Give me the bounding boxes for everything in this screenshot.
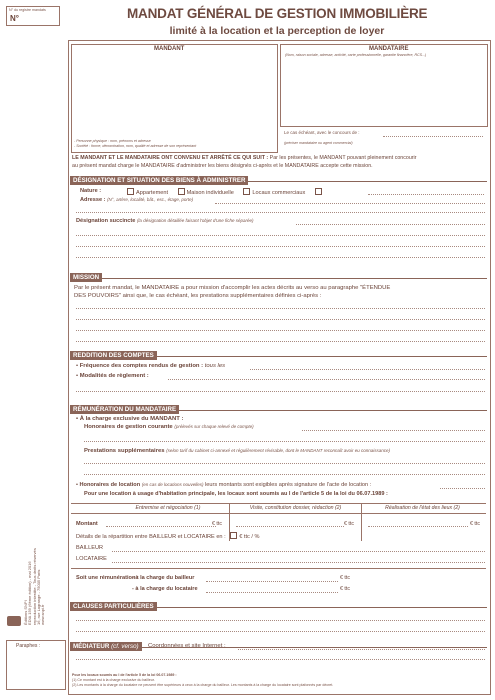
charge-bailleur-line[interactable]	[206, 581, 338, 582]
mission-heading: MISSION	[70, 273, 102, 282]
bailleur-label: BAILLEUR	[76, 545, 104, 551]
honoraires-gestion-line[interactable]	[302, 430, 485, 431]
col-etat-lieux: Réalisation de l'état des lieux (2)	[385, 505, 460, 511]
mediateur-line[interactable]	[238, 649, 485, 650]
charge-bailleur-unit: € ttc	[340, 575, 351, 581]
col-visite: Visite, constitution dossier, rédaction (2)	[249, 505, 342, 511]
mediateur-heading	[70, 642, 142, 651]
mediateur-label: MÉDIATEUR	[73, 643, 110, 650]
side-line-1: Éditions SNPI	[23, 600, 28, 625]
honoraires-gestion-row	[84, 424, 254, 431]
frequence-label: Fréquence des comptes rendus de gestion :	[79, 363, 204, 369]
footnote-0: Pour les locaux soumis au I de l'article 5 de la loi 06.07.1989 :	[72, 673, 177, 677]
mission-line-1[interactable]	[76, 308, 485, 309]
fee-table-bottom	[71, 568, 486, 569]
repartition-row	[76, 532, 259, 541]
montant-3-line[interactable]	[368, 526, 468, 527]
agreement-line-1	[72, 155, 417, 162]
fee-table-mid	[71, 513, 486, 514]
publisher-logo-icon	[7, 616, 21, 626]
checkbox-autre[interactable]	[315, 188, 322, 195]
honoraires-gestion-hint: (prélevés sur chaque relevé de compte)	[174, 424, 254, 429]
option-locaux: Locaux commerciaux	[252, 190, 306, 196]
mandataire-hint: (Nom, raison sociale, adresse, activité, carte professionnelle, garantie financière, RCS...)	[285, 53, 427, 57]
succincte-row	[76, 218, 253, 225]
adresse-label: Adresse :	[80, 197, 106, 203]
concours-label: Le cas échéant, avec le concours de :	[284, 130, 360, 135]
charge-bailleur-label: - à la charge du bailleur	[132, 575, 195, 581]
designation-heading: DÉSIGNATION ET SITUATION DES BIENS À ADMINISTRER	[70, 176, 248, 185]
reddition-heading: REDDITION DES COMPTES	[70, 351, 157, 360]
montant-3-unit: € ttc	[470, 521, 481, 527]
mission-rule	[70, 278, 487, 279]
remuneration-heading: RÉMUNÉRATION DU MANDATAIRE	[70, 405, 179, 414]
register-number-box[interactable]	[6, 6, 60, 26]
adresse-line-1[interactable]	[215, 203, 485, 204]
mandant-box[interactable]	[71, 44, 278, 153]
prestations-line-2[interactable]	[84, 474, 485, 475]
honoraires-gestion-line-2[interactable]	[84, 441, 485, 442]
honoraires-gestion-label: Honoraires de gestion courante	[84, 424, 173, 430]
side-line-4: 16, rue Lagrange - 75005 Paris	[35, 569, 41, 625]
checkbox-appartement[interactable]	[127, 188, 134, 195]
mandant-label: MANDANT	[154, 46, 185, 52]
clauses-heading: CLAUSES PARTICULIÈRES	[70, 602, 157, 611]
repartition-units: € ttc / %	[239, 534, 260, 540]
location-text: leurs montants sont exigibles après signature de l'acte de location :	[205, 482, 372, 488]
checkbox-maison[interactable]	[178, 188, 185, 195]
fee-table-vsep-2	[361, 503, 362, 541]
mandataire-label: MANDATAIRE	[369, 46, 409, 52]
charge-locataire-label: - à la charge du locataire	[132, 586, 198, 592]
mission-text-2: DES POUVOIRS" ainsi que, le cas échéant, les prestations supplémentaires définies ci-après :	[74, 293, 322, 299]
location-label: Honoraires de location	[79, 482, 141, 488]
charge-locataire-line[interactable]	[206, 592, 338, 593]
prestations-label: Prestations supplémentaires	[84, 448, 165, 454]
mediateur-line-2[interactable]	[76, 659, 485, 660]
mission-text-1: Par le présent mandat, le MANDATAIRE a pour mission d'accomplir les actes décrits au verso au paragraphe "ÉTENDUE	[74, 285, 391, 291]
mandataire-box[interactable]	[280, 44, 488, 127]
modalites-label: Modalités de règlement :	[79, 373, 149, 379]
adresse-hint: (N°, artère, localité, bât., esc., étage, porte)	[107, 197, 194, 202]
adresse-row	[80, 197, 193, 204]
paraphes-box[interactable]	[6, 640, 66, 690]
succincte-hint: (la désignation détaillée faisant l'objet d'une fiche séparée)	[136, 218, 254, 223]
mandant-note-2: - Société : forme, dénomination, nom, qualité et adresse de son représentant	[74, 144, 197, 148]
locataire-label: LOCATAIRE	[76, 556, 107, 562]
side-line-5: www.snpi.fr	[40, 604, 46, 625]
agreement-text-1: Par les présentes, le MANDANT pouvant pleinement concourir	[269, 155, 417, 161]
soit-label: Soit une rémunération :	[76, 575, 139, 581]
montant-1-line[interactable]	[106, 526, 216, 527]
succincte-line-4[interactable]	[76, 257, 485, 258]
mission-line-3[interactable]	[76, 330, 485, 331]
option-maison: Maison individuelle	[186, 190, 234, 196]
frequence-value: tous les	[204, 363, 226, 369]
agreement-lead: LE MANDANT ET LE MANDATAIRE ONT CONVENU ET ARRÊTÉ CE QUI SUIT :	[72, 155, 269, 161]
side-line-3: reproduction interdite - Tous droits réservés	[31, 548, 37, 625]
concours-line[interactable]	[383, 136, 483, 137]
clauses-line-1[interactable]	[76, 620, 485, 621]
location-line-2: Pour une location à usage d'habitation principale, les locaux sont soumis au I de l'article 5 de la loi du 06.07.1989 :	[84, 491, 388, 497]
clauses-line-2[interactable]	[76, 631, 485, 632]
montant-1-unit: € ttc	[212, 521, 223, 527]
mediateur-text: Coordonnées et site Internet :	[148, 643, 226, 649]
nature-label: Nature :	[80, 188, 102, 194]
reddition-item-2: • Modalités de règlement :	[76, 373, 149, 379]
fee-table-top	[71, 503, 486, 504]
location-hint: (en cas de locations nouvelles)	[141, 482, 204, 487]
paraphes-label: Paraphes :	[16, 643, 41, 649]
footnote-1: (1) Ce montant est à la charge exclusive du bailleur.	[72, 678, 155, 682]
location-row: • Honoraires de location (en cas de locations nouvelles) leurs montants sont exigibles après signature de l'acte de location :	[76, 482, 372, 488]
nature-options	[127, 188, 324, 197]
checkbox-repartition-euro[interactable]	[230, 532, 237, 539]
page-subtitle: limité à la location et la perception de loyer	[169, 25, 385, 37]
publisher-side-text	[24, 415, 45, 625]
repartition-label: Détails de la répartition entre BAILLEUR et LOCATAIRE en :	[76, 534, 226, 540]
prestations-row	[84, 448, 390, 455]
adresse-line-2[interactable]	[76, 212, 485, 213]
side-line-2: EDIA 159 (6ème édition) - mai 2016	[27, 561, 33, 625]
succincte-line-3[interactable]	[76, 246, 485, 247]
prestations-hint: (selon tarif du cabinet ci-annexé et régulièrement révisable, dont le MANDANT reconnaît avoir eu connaissance)	[166, 448, 391, 453]
register-label: N° du registre mandats	[9, 8, 46, 12]
location-line[interactable]	[440, 488, 485, 489]
succincte-label: Désignation succincte	[76, 218, 136, 224]
nature-row	[80, 188, 101, 195]
charge-mandant: • À la charge exclusive du MANDANT :	[76, 416, 184, 422]
reddition-item-1: • Fréquence des comptes rendus de gestion : tous les	[76, 363, 226, 369]
charge-mandant-label: À la charge exclusive du MANDANT :	[79, 416, 184, 422]
mandant-note-1: - Personne physique : nom, prénoms et adresse	[74, 139, 151, 143]
mission-line-4[interactable]	[76, 341, 485, 342]
col-entremise: Entremise et négociation (1)	[135, 505, 201, 511]
frequence-line[interactable]	[250, 369, 485, 370]
register-no-label: N°	[10, 14, 19, 23]
mediateur-tag: (cf. verso)	[111, 643, 139, 650]
option-appartement: Appartement	[136, 190, 169, 196]
agreement-line-2: au présent mandat charge le MANDATAIRE d'administrer les biens désignés ci-après et le MANDATAIRE accepte cette mission.	[72, 163, 373, 169]
montant-2-unit: € ttc	[344, 521, 355, 527]
montant-label: Montant	[76, 521, 98, 527]
footnote-2: (2) Les montants à la charge du locataire ne peuvent être supérieurs à ceux à la charge du bailleur. Les montants à la charge du locataire sont plafonnés par décret.	[72, 683, 334, 687]
locataire-line[interactable]	[112, 562, 485, 563]
checkbox-locaux[interactable]	[243, 188, 250, 195]
concours-hint: (préciser mandataire ou agent commercial)	[284, 141, 353, 145]
bailleur-line[interactable]	[112, 551, 485, 552]
succincte-line-1[interactable]	[296, 224, 485, 225]
nature-other-line[interactable]	[368, 194, 484, 195]
page-title: MANDAT GÉNÉRAL DE GESTION IMMOBILIÈRE	[127, 6, 428, 21]
modalites-line[interactable]	[168, 379, 485, 380]
charge-locataire-unit: € ttc	[340, 586, 351, 592]
montant-2-line[interactable]	[236, 526, 344, 527]
modalites-line-2[interactable]	[76, 391, 485, 392]
prestations-line[interactable]	[84, 463, 485, 464]
succincte-line-2[interactable]	[76, 235, 485, 236]
mission-line-2[interactable]	[76, 319, 485, 320]
